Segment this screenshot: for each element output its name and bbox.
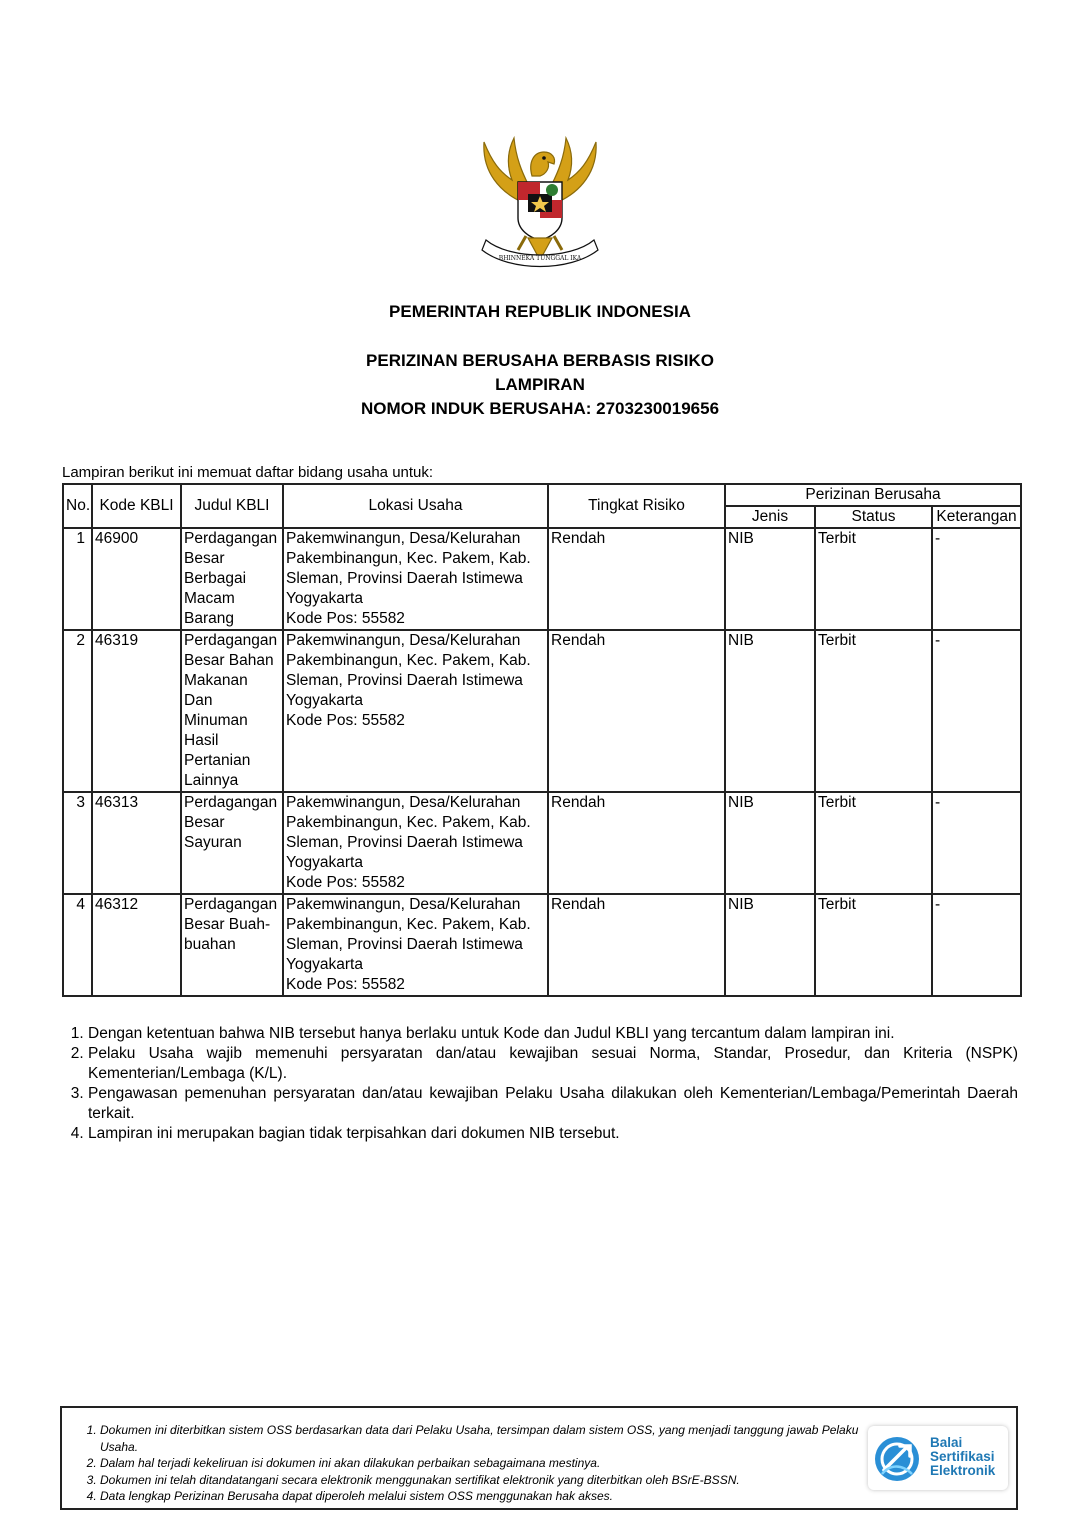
garuda-icon xyxy=(470,132,610,280)
cell-no: 3 xyxy=(63,792,92,894)
header-lokasi-usaha: Lokasi Usaha xyxy=(283,484,548,528)
cell-lokasi xyxy=(283,630,548,792)
bsre-line-1: Balai xyxy=(930,1435,963,1450)
lokasi-text: Pakemwinangun, Desa/Kelurahan Pakembinangun, Kec. Pakem, Kab. Sleman, Provinsi Daerah Istimewa Yogyakarta xyxy=(286,530,531,607)
cell-jenis: NIB xyxy=(725,792,815,894)
title-lampiran: LAMPIRAN xyxy=(495,375,585,394)
bsre-logo-icon xyxy=(872,1434,922,1484)
cell-keterangan: - xyxy=(932,528,1021,630)
cell-jenis: NIB xyxy=(725,894,815,996)
header-tingkat-risiko: Tingkat Risiko xyxy=(548,484,725,528)
cell-status: Terbit xyxy=(815,792,932,894)
header-jenis: Jenis xyxy=(725,506,815,528)
cell-keterangan: - xyxy=(932,630,1021,792)
table-row xyxy=(63,528,1021,630)
cell-risiko: Rendah xyxy=(548,894,725,996)
cell-kode: 46313 xyxy=(92,792,181,894)
table-row xyxy=(63,630,1021,792)
footer-item: 3. Dokumen ini telah ditandatangani secara elektronik menggunakan sertifikat elektronik yang diterbitkan oleh BSrE-BSSN. xyxy=(100,1472,890,1489)
header-judul-kbli: Judul KBLI xyxy=(181,484,283,528)
cell-no: 4 xyxy=(63,894,92,996)
cell-risiko: Rendah xyxy=(548,630,725,792)
header-status: Status xyxy=(815,506,932,528)
cell-status: Terbit xyxy=(815,894,932,996)
bsre-badge xyxy=(868,1426,1008,1490)
cell-status: Terbit xyxy=(815,630,932,792)
kodepos-text: Kode Pos: 55582 xyxy=(286,976,405,993)
bsre-line-3: Elektronik xyxy=(930,1463,996,1478)
header-keterangan: Keterangan xyxy=(932,506,1021,528)
cell-no: 1 xyxy=(63,528,92,630)
kbli-table xyxy=(62,483,1022,997)
footer-box xyxy=(60,1406,1018,1510)
cell-no: 2 xyxy=(63,630,92,792)
lokasi-text: Pakemwinangun, Desa/Kelurahan Pakembinangun, Kec. Pakem, Kab. Sleman, Provinsi Daerah Istimewa Yogyakarta xyxy=(286,794,531,871)
cell-jenis: NIB xyxy=(725,528,815,630)
footer-item: 4. Data lengkap Perizinan Berusaha dapat diperoleh melalui sistem OSS menggunakan hak akses. xyxy=(100,1488,890,1505)
cell-status: Terbit xyxy=(815,528,932,630)
cell-judul: Perdagangan Besar Berbagai Macam Barang xyxy=(181,528,283,630)
cell-lokasi xyxy=(283,792,548,894)
cell-judul: Perdagangan Besar Bahan Makanan Dan Minuman Hasil Pertanian Lainnya xyxy=(181,630,283,792)
bsre-text xyxy=(930,1436,995,1478)
table-row xyxy=(63,894,1021,996)
title-perizinan: PERIZINAN BERUSAHA BERBASIS RISIKO xyxy=(366,351,714,370)
table-row xyxy=(63,792,1021,894)
cell-risiko: Rendah xyxy=(548,528,725,630)
title-government: PEMERINTAH REPUBLIK INDONESIA xyxy=(389,302,691,321)
header-no: No. xyxy=(63,484,92,528)
cell-keterangan: - xyxy=(932,792,1021,894)
footer-item: 1. Dokumen ini diterbitkan sistem OSS berdasarkan data dari Pelaku Usaha, tersimpan dalam sistem OSS, yang menjadi tanggung jawab Pelaku Usaha. xyxy=(100,1422,890,1455)
header-kode-kbli: Kode KBLI xyxy=(92,484,181,528)
note-item: 4. Lampiran ini merupakan bagian tidak terpisahkan dari dokumen NIB tersebut. xyxy=(88,1124,1018,1144)
cell-kode: 46312 xyxy=(92,894,181,996)
cell-lokasi xyxy=(283,894,548,996)
note-item: 1. Dengan ketentuan bahwa NIB tersebut hanya berlaku untuk Kode dan Judul KBLI yang tercantum dalam lampiran ini. xyxy=(88,1024,1018,1044)
cell-kode: 46319 xyxy=(92,630,181,792)
note-item: 3. Pengawasan pemenuhan persyaratan dan/atau kewajiban Pelaku Usaha dilakukan oleh Kementerian/Lembaga/Pemerintah Daerah terkait. xyxy=(88,1084,1018,1124)
kodepos-text: Kode Pos: 55582 xyxy=(286,610,405,627)
motto-text: BHINNEKA TUNGGAL IKA xyxy=(498,255,582,262)
cell-lokasi xyxy=(283,528,548,630)
garuda-emblem xyxy=(470,132,610,280)
title-block xyxy=(0,349,1080,421)
cell-judul: Perdagangan Besar Buah-buahan xyxy=(181,894,283,996)
cell-jenis: NIB xyxy=(725,630,815,792)
header-perizinan-berusaha: Perizinan Berusaha xyxy=(725,484,1021,506)
cell-risiko: Rendah xyxy=(548,792,725,894)
cell-keterangan: - xyxy=(932,894,1021,996)
cell-kode: 46900 xyxy=(92,528,181,630)
kodepos-text: Kode Pos: 55582 xyxy=(286,874,405,891)
title-nib: NOMOR INDUK BERUSAHA: 2703230019656 xyxy=(360,399,720,418)
intro-text: Lampiran berikut ini memuat daftar bidang usaha untuk: xyxy=(62,464,434,481)
note-item: 2. Pelaku Usaha wajib memenuhi persyaratan dan/atau kewajiban sesuai Norma, Standar, Prosedur, dan Kriteria (NSPK) Kementerian/Lembaga (K/L). xyxy=(88,1044,1018,1084)
bsre-line-2: Sertifikasi xyxy=(930,1449,995,1464)
footer-item: 2. Dalam hal terjadi kekeliruan isi dokumen ini akan dilakukan perbaikan sebagaimana mestinya. xyxy=(100,1455,890,1472)
lokasi-text: Pakemwinangun, Desa/Kelurahan Pakembinangun, Kec. Pakem, Kab. Sleman, Provinsi Daerah Istimewa Yogyakarta xyxy=(286,896,531,973)
footer-list xyxy=(72,1422,890,1505)
cell-judul: Perdagangan Besar Sayuran xyxy=(181,792,283,894)
lokasi-text: Pakemwinangun, Desa/Kelurahan Pakembinangun, Kec. Pakem, Kab. Sleman, Provinsi Daerah Istimewa Yogyakarta xyxy=(286,632,531,709)
notes-section xyxy=(62,1024,1018,1144)
kodepos-text: Kode Pos: 55582 xyxy=(286,712,405,729)
notes-list xyxy=(62,1024,1018,1144)
